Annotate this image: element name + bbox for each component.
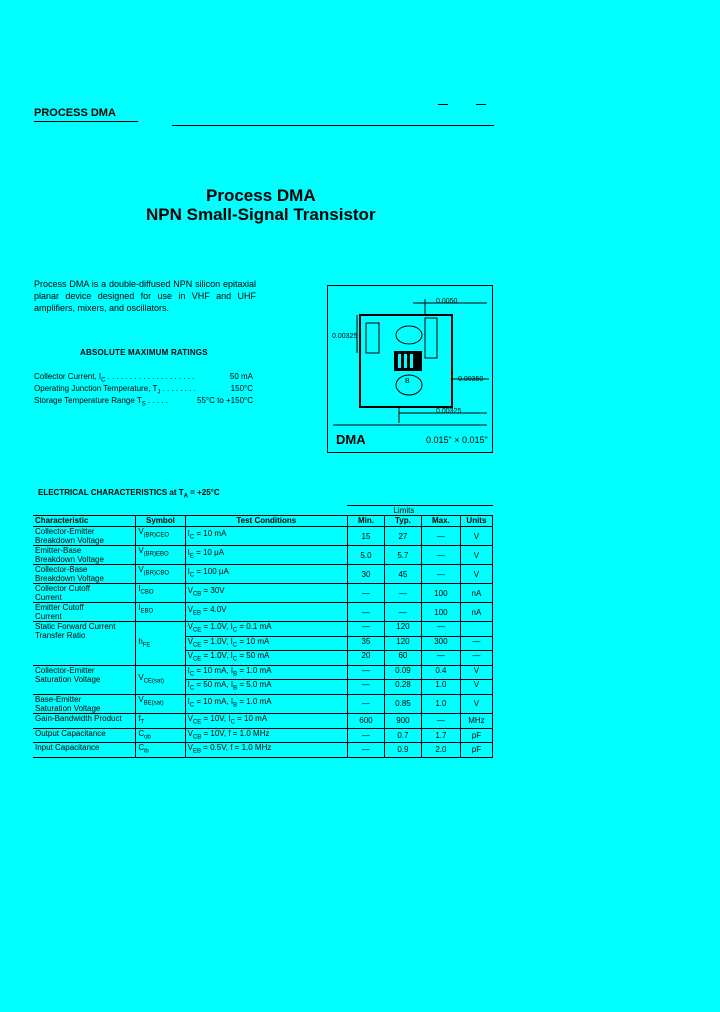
- subscript: C: [232, 656, 238, 663]
- max-cell: —: [421, 713, 460, 728]
- min-cell: —: [347, 584, 384, 603]
- header-dashed-rule: [172, 125, 494, 126]
- condition-cell: $V_{EB} = 0.5V$, f = 1.0 MHz: [185, 743, 347, 758]
- column-header: Typ.: [384, 516, 421, 527]
- symbol-cell: $V_{(BR)CBO}$: [136, 565, 185, 584]
- min-cell: —: [347, 680, 384, 695]
- symbol-cell: $f_T$: [136, 713, 185, 728]
- rating-label-sub: J: [157, 389, 161, 396]
- unit-cell: pF: [460, 743, 492, 758]
- figure-name: DMA: [336, 432, 366, 447]
- min-cell: 35: [347, 636, 384, 651]
- rating-value: 50 mA: [229, 372, 253, 381]
- min-cell: 5.0: [347, 546, 384, 565]
- condition-cell: $I_C = 100$ μA: [185, 565, 347, 584]
- column-header: Max.: [421, 516, 460, 527]
- table-row: [33, 665, 493, 680]
- subscript: CE(sat): [143, 678, 164, 685]
- symbol-cell: $I_{CBO}$: [136, 584, 185, 603]
- symbol-cell: $C_{ob}$: [136, 728, 185, 743]
- die-pad-right: [425, 318, 437, 358]
- condition-cell: $I_C = 10$ mA, $I_B = 1.0$ mA: [185, 665, 347, 680]
- characteristic-cell: Collector-Emitter Breakdown Voltage: [33, 527, 136, 546]
- column-header: Symbol: [136, 516, 185, 527]
- table-row: [33, 546, 493, 565]
- min-cell: —: [347, 665, 384, 680]
- characteristic-cell: Emitter-Base Breakdown Voltage: [33, 546, 136, 565]
- min-cell: 30: [347, 565, 384, 584]
- max-cell: 1.0: [421, 694, 460, 713]
- table-title: [38, 488, 220, 500]
- symbol-cell: $V_{(BR)EBO}$: [136, 546, 185, 565]
- unit-cell: nA: [460, 603, 492, 622]
- min-cell: 600: [347, 713, 384, 728]
- typ-cell: 27: [384, 527, 421, 546]
- characteristic-cell: Collector-Emitter Saturation Voltage: [33, 665, 136, 694]
- max-cell: 1.7: [421, 728, 460, 743]
- min-cell: 20: [347, 651, 384, 666]
- column-header: Test Conditions: [185, 516, 347, 527]
- column-header: Characteristic: [33, 516, 136, 527]
- characteristic-cell: Input Capacitance: [33, 743, 136, 758]
- unit-cell: V: [460, 694, 492, 713]
- table-row: [33, 584, 493, 603]
- subscript: B: [233, 702, 238, 709]
- typ-cell: 120: [384, 622, 421, 637]
- column-header: Units: [460, 516, 492, 527]
- characteristic-cell: Static Forward Current Transfer Ratio: [33, 622, 136, 666]
- limits-header: Limits: [347, 506, 460, 516]
- die-finger-1: [398, 354, 401, 368]
- subscript: FE: [142, 642, 151, 649]
- subscript: (BR)CBO: [143, 570, 169, 577]
- typ-cell: 5.7: [384, 546, 421, 565]
- condition-cell: $V_{EB} = 4.0V$: [185, 603, 347, 622]
- subscript: C: [232, 642, 238, 649]
- dim-left-label: 0.00325: [332, 333, 358, 340]
- table-row: [33, 694, 493, 713]
- characteristic-cell: Gain-Bandwidth Product: [33, 713, 136, 728]
- subscript: CE: [192, 719, 202, 726]
- symbol-cell: $V_{BE(sat)}$: [136, 694, 185, 713]
- typ-cell: 0.09: [384, 665, 421, 680]
- dim-top-label: 0.0050: [436, 298, 458, 305]
- electrical-characteristics-table: [33, 505, 493, 758]
- subscript: C: [189, 685, 195, 692]
- characteristic-cell: Output Capacitance: [33, 728, 136, 743]
- symbol-cell: $V_{CE(sat)}$: [136, 665, 185, 694]
- intro-paragraph: Process DMA is a double-diffused NPN silicon epitaxial planar device designed for use in VHF and UHF amplifiers, mixers, and oscillators.: [34, 279, 256, 313]
- subscript: C: [189, 572, 195, 579]
- header-row: [33, 516, 493, 527]
- rating-value: 55°C to +150°C: [197, 396, 253, 405]
- subscript: CB: [192, 591, 202, 598]
- subscript: EB: [192, 610, 201, 617]
- subscript: C: [189, 671, 195, 678]
- header-row-limits: [33, 506, 493, 516]
- typ-cell: 120: [384, 636, 421, 651]
- typ-cell: 45: [384, 565, 421, 584]
- die-bond-label: B: [405, 378, 410, 385]
- table-title-sub: A: [183, 493, 188, 500]
- symbol-cell: $C_{ib}$: [136, 743, 185, 758]
- subscript: T: [140, 719, 145, 726]
- condition-cell: $V_{CE} = 10V$, $I_C = 10$ mA: [185, 713, 347, 728]
- max-cell: 0.4: [421, 665, 460, 680]
- typ-cell: 900: [384, 713, 421, 728]
- unit-cell: V: [460, 527, 492, 546]
- unit-cell: V: [460, 680, 492, 695]
- subscript: B: [233, 685, 238, 692]
- page-title: Process DMA: [206, 186, 316, 205]
- typ-cell: 0.9: [384, 743, 421, 758]
- min-cell: —: [347, 603, 384, 622]
- condition-cell: $V_{CE} = 1.0V$, $I_C = 10$ mA: [185, 636, 347, 651]
- symbol-cell: $h_{FE}$: [136, 622, 185, 666]
- unit-cell: V: [460, 665, 492, 680]
- subscript: C: [189, 534, 195, 541]
- max-cell: —: [421, 651, 460, 666]
- symbol-cell: $I_{EBO}$: [136, 603, 185, 622]
- table-title-prefix: ELECTRICAL CHARACTERISTICS at T: [38, 488, 184, 497]
- min-cell: 15: [347, 527, 384, 546]
- table-row: [33, 728, 493, 743]
- max-cell: 300: [421, 636, 460, 651]
- subscript: C: [232, 627, 238, 634]
- subscript: CE: [192, 642, 202, 649]
- characteristic-cell: Collector-Base Breakdown Voltage: [33, 565, 136, 584]
- die-pad-left: [366, 323, 379, 353]
- rating-label: Operating Junction Temperature, $T_J$ . . . . . . . .: [34, 384, 196, 396]
- die-bond-top: [396, 326, 422, 344]
- max-cell: —: [421, 565, 460, 584]
- characteristic-cell: Emitter Cutoff Current: [33, 603, 136, 622]
- typ-cell: —: [384, 584, 421, 603]
- rating-value: 150°C: [230, 384, 253, 393]
- condition-cell: $V_{CB} = 30V$: [185, 584, 347, 603]
- max-cell: 2.0: [421, 743, 460, 758]
- unit-cell: nA: [460, 584, 492, 603]
- symbol-cell: $V_{(BR)CEO}$: [136, 527, 185, 546]
- subscript: E: [189, 553, 194, 560]
- table-row: [33, 743, 493, 758]
- dim-right-label: 0.00350: [458, 376, 484, 383]
- typ-cell: 0.28: [384, 680, 421, 695]
- min-cell: —: [347, 728, 384, 743]
- max-cell: —: [421, 527, 460, 546]
- die-finger-2: [404, 354, 407, 368]
- page-subtitle: NPN Small-Signal Transistor: [146, 205, 376, 224]
- rating-label: Storage Temperature Range $T_S$ . . . . .: [34, 396, 169, 408]
- condition-cell: $V_{CE} = 1.0V$, $I_C = 0.1$ mA: [185, 622, 347, 637]
- subscript: ib: [144, 748, 149, 755]
- rating-label-sub: S: [141, 401, 146, 408]
- typ-cell: 0.7: [384, 728, 421, 743]
- min-cell: —: [347, 743, 384, 758]
- figure-size: 0.015" × 0.015": [426, 435, 488, 445]
- rating-label-sub: C: [101, 377, 106, 384]
- max-cell: —: [421, 546, 460, 565]
- subscript: CBO: [140, 589, 154, 596]
- table-row: [33, 713, 493, 728]
- subscript: B: [233, 671, 238, 678]
- subscript: BE(sat): [143, 700, 164, 707]
- condition-cell: $I_C = 50$ mA, $I_B = 5.0$ mA: [185, 680, 347, 695]
- unit-cell: V: [460, 546, 492, 565]
- table-row: [33, 527, 493, 546]
- subscript: CB: [192, 734, 202, 741]
- max-cell: 100: [421, 603, 460, 622]
- die-finger-3: [410, 354, 413, 368]
- section-header: PROCESS DMA: [34, 107, 116, 119]
- subscript: ob: [144, 734, 151, 741]
- header-mark: [476, 104, 486, 105]
- max-cell: —: [421, 622, 460, 637]
- subscript: EB: [192, 748, 201, 755]
- condition-cell: $I_C = 10$ mA: [185, 527, 347, 546]
- typ-cell: 60: [384, 651, 421, 666]
- unit-cell: —: [460, 636, 492, 651]
- ratings-title: ABSOLUTE MAXIMUM RATINGS: [80, 348, 208, 357]
- min-cell: —: [347, 622, 384, 637]
- unit-cell: MHz: [460, 713, 492, 728]
- header-mark: [438, 104, 448, 105]
- min-cell: —: [347, 694, 384, 713]
- condition-cell: $I_E = 10$ μA: [185, 546, 347, 565]
- subscript: C: [230, 719, 235, 726]
- subscript: EBO: [140, 608, 154, 615]
- max-cell: 100: [421, 584, 460, 603]
- typ-cell: —: [384, 603, 421, 622]
- dim-bottom-label: 0.00325: [436, 408, 462, 415]
- unit-cell: —: [460, 651, 492, 666]
- characteristic-cell: Base-Emitter Saturation Voltage: [33, 694, 136, 713]
- typ-cell: 0.85: [384, 694, 421, 713]
- header-rule: [34, 121, 138, 122]
- max-cell: 1.0: [421, 680, 460, 695]
- subscript: (BR)EBO: [143, 551, 169, 558]
- table-title-suffix: = +25°C: [187, 488, 220, 497]
- condition-cell: $I_C = 10$ mA, $I_B = 1.0$ mA: [185, 694, 347, 713]
- unit-cell: pF: [460, 728, 492, 743]
- column-header: Min.: [347, 516, 384, 527]
- characteristic-cell: Collector Cutoff Current: [33, 584, 136, 603]
- subscript: (BR)CEO: [143, 532, 169, 539]
- unit-cell: [460, 622, 492, 637]
- header-spacer: [33, 506, 347, 516]
- table-row: [33, 603, 493, 622]
- table-row: [33, 622, 493, 637]
- subscript: CE: [192, 656, 202, 663]
- die-diagram: [327, 285, 493, 453]
- rating-label: Collector Current, $I_C$ . . . . . . . . . . . . . . . . . . . .: [34, 372, 195, 384]
- units-header-spacer: [460, 506, 492, 516]
- subscript: CE: [192, 627, 202, 634]
- condition-cell: $V_{CE} = 1.0V$, $I_C = 50$ mA: [185, 651, 347, 666]
- subscript: C: [189, 702, 195, 709]
- unit-cell: V: [460, 565, 492, 584]
- condition-cell: $V_{CB} = 10V$, f = 1.0 MHz: [185, 728, 347, 743]
- table-row: [33, 565, 493, 584]
